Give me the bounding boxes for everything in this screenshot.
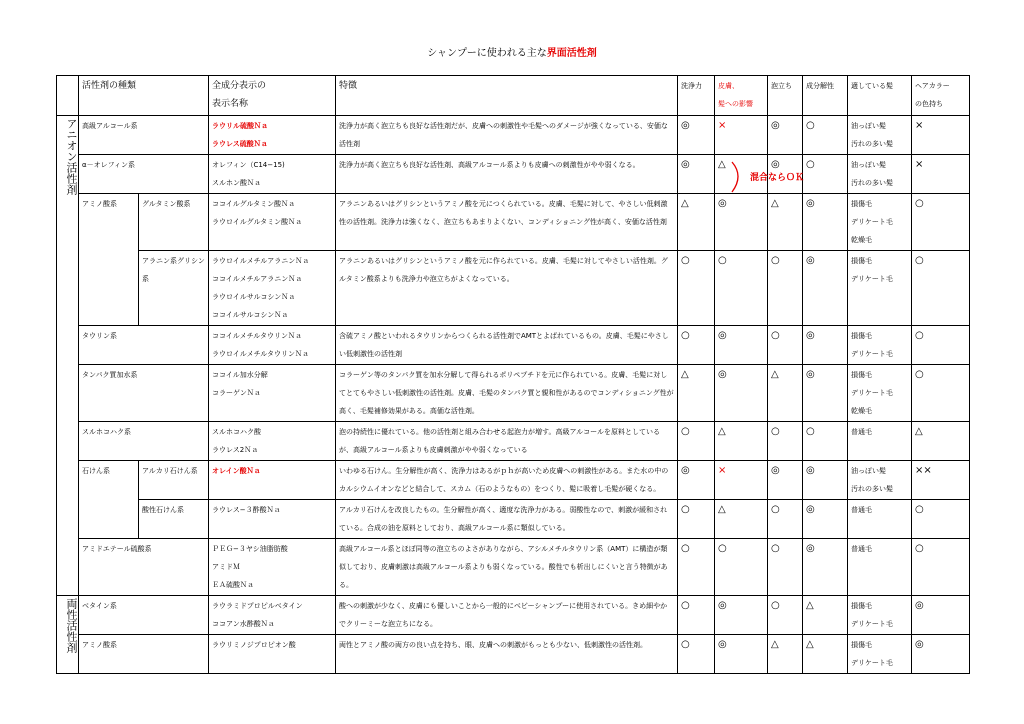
hair-type-item: 損傷毛	[851, 257, 873, 265]
table-row	[57, 116, 970, 155]
cleansing-rating: ◎	[678, 155, 715, 194]
feature-text: アラニンあるいはグリシンというアミノ酸を元に作られている。皮膚、毛髪に対してやさしい活性剤。グルタミン酸系よりも洗浄力や泡立ちがよくなっている。	[336, 251, 678, 326]
color-rating: △	[912, 422, 970, 461]
ingredient-name: コラーゲンＮａ	[212, 389, 261, 397]
skin-rating: ×	[715, 116, 768, 155]
group-label: 両性活性剤	[57, 596, 79, 674]
hair-type-item: デリケート毛	[851, 275, 893, 283]
cleansing-rating: ◎	[678, 461, 715, 500]
feature-text: アラニンあるいはグリシンというアミノ酸を元につくられている。皮膚、毛髪に対して、やさしい低刺激性の活性剤。洗浄力は強くなく、泡立ちもあまりよくない、コンディショニング性が高く、安価な活性剤	[336, 194, 678, 251]
hair-type-item: 普通毛	[851, 428, 873, 436]
ingredient-name: ラウリル硫酸Ｎａ	[212, 122, 269, 130]
color-rating: ◎	[912, 635, 970, 674]
foam-rating: ○	[768, 539, 803, 596]
feature-text: いわゆる石けん。生分解性が高く、洗浄力はあるがｐｈが高いため皮膚への刺激性がある。また水の中のカルシウムイオンなどと結合して、スカム（石のようなもの）をつくり、髪に吸着し毛髪が硬くなる。	[336, 461, 678, 500]
ingredient-name: ラウロイルサルコシンＮａ	[212, 293, 296, 301]
feature-text: 洗浄力が高く泡立ちも良好な活性剤、高級アルコール系よりも皮膚への刺激性がやや弱くなる。	[336, 155, 678, 194]
header-group	[57, 76, 79, 116]
type-cell: 石けん系	[79, 461, 139, 539]
color-rating: ○	[912, 194, 970, 251]
header-color: ヘアカラー の色持ち	[912, 76, 970, 116]
group-label: アニオン活性剤	[57, 116, 79, 596]
foam-rating: ○	[768, 500, 803, 539]
header-ingredient: 全成分表示の 表示名称	[209, 76, 336, 116]
hair-type-item: デリケート毛	[851, 659, 893, 667]
ingredient-name: ココイル加水分解	[212, 371, 268, 379]
table-row	[57, 155, 970, 194]
type-cell: アミドエテール硫酸系	[79, 539, 209, 596]
ingredient-name: ココイルメチルタウリンＮａ	[212, 332, 302, 340]
cleansing-rating: ○	[678, 539, 715, 596]
foam-rating: ○	[768, 422, 803, 461]
hair-type-item: 油っぽい髪	[851, 122, 887, 130]
ingredient-names	[209, 596, 336, 635]
hair-type	[848, 596, 912, 635]
header-type: 活性剤の種類	[79, 76, 209, 116]
ingredient-names	[209, 194, 336, 251]
hair-type	[848, 500, 912, 539]
color-rating: ××	[912, 461, 970, 500]
type-cell: ベタイン系	[79, 596, 209, 635]
ingredient-name: ココアン水酢酸Ｎａ	[212, 620, 275, 628]
ingredient-names	[209, 500, 336, 539]
hair-type	[848, 194, 912, 251]
hair-type-item: デリケート毛	[851, 620, 893, 628]
ingredient-name: ＥＡ硫酸Ｎａ	[212, 581, 255, 589]
color-rating: ○	[912, 251, 970, 326]
hair-type-item: 乾燥毛	[851, 236, 873, 244]
biodeg-rating: ○	[803, 155, 848, 194]
foam-rating: ○	[768, 251, 803, 326]
ingredient-name: ラウロイルグルタミン酸Ｎａ	[212, 218, 303, 226]
header-biodeg: 成分解性	[803, 76, 848, 116]
biodeg-rating: ◎	[803, 365, 848, 422]
color-rating: ◎	[912, 596, 970, 635]
cleansing-rating: ◎	[678, 116, 715, 155]
ingredient-names	[209, 422, 336, 461]
header-cleansing: 洗浄力	[678, 76, 715, 116]
table-row	[57, 365, 970, 422]
color-rating: ○	[912, 326, 970, 365]
feature-text: 泡の持続性に優れている。他の活性剤と組み合わせる起泡力が増す。高級アルコールを原料としているが、高級アルコール系よりも皮膚刺激がやや弱くなっている	[336, 422, 678, 461]
ingredient-name: ココイルグルタミン酸Ｎａ	[212, 200, 296, 208]
feature-text: 含硫アミノ酸といわれるタウリンからつくられる活性剤でAMTとよばれているもの。皮膚、毛髪にやさしい低刺激性の活性剤	[336, 326, 678, 365]
color-rating: ×	[912, 155, 970, 194]
hair-type-item: 油っぽい髪	[851, 161, 887, 169]
cleansing-rating: ○	[678, 635, 715, 674]
cleansing-rating: ○	[678, 422, 715, 461]
cleansing-rating: ○	[678, 500, 715, 539]
cleansing-rating: △	[678, 365, 715, 422]
table-row	[57, 539, 970, 596]
ingredient-names	[209, 326, 336, 365]
skin-rating: ◎	[715, 596, 768, 635]
hair-type-item: 汚れの多い髪	[851, 140, 894, 148]
hair-type	[848, 635, 912, 674]
hair-type-item: 損傷毛	[851, 371, 873, 379]
ingredient-name: オレイン酸Ｎａ	[212, 467, 261, 475]
skin-rating: △	[715, 155, 768, 194]
hair-type-item: デリケート毛	[851, 350, 893, 358]
color-rating: ○	[912, 365, 970, 422]
skin-rating: ◎	[715, 635, 768, 674]
biodeg-rating: △	[803, 596, 848, 635]
skin-rating: ×	[715, 461, 768, 500]
biodeg-rating: △	[803, 635, 848, 674]
cleansing-rating: ○	[678, 326, 715, 365]
ingredient-name: ラウレス硫酸Ｎａ	[212, 140, 268, 148]
hair-type	[848, 422, 912, 461]
ingredient-names	[209, 461, 336, 500]
title-main: シャンプーに使われる主な	[427, 48, 547, 59]
skin-rating: △	[715, 500, 768, 539]
type-cell: α－オレフィン系	[79, 155, 209, 194]
ingredient-name: ラウロイルメチルアラニンＮａ	[212, 257, 310, 265]
table-row	[57, 635, 970, 674]
title-highlight: 界面活性剤	[546, 48, 597, 59]
feature-text: アルカリ石けんを改良したもの。生分解性が高く、適度な洗浄力がある。弱酸性なので、刺激が緩和されている。合成の油を原料としており、高級アルコール系に類似している。	[336, 500, 678, 539]
header-skin: 皮膚、 髪への影響	[715, 76, 768, 116]
feature-text: 高級アルコール系とほぼ同等の泡立ちのよさがありながら、アシルメチルタウリン系（AMT）に構造が類似しており、皮膚刺激は高級アルコール系よりも弱くなっている。酸性でも析出しにくいと言う特徴がある。	[336, 539, 678, 596]
hair-type-item: 損傷毛	[851, 332, 873, 340]
hair-type	[848, 251, 912, 326]
ingredient-names	[209, 116, 336, 155]
hair-type	[848, 155, 912, 194]
skin-rating: △	[715, 422, 768, 461]
foam-rating: ◎	[768, 461, 803, 500]
feature-text: コラーゲン等のタンパク質を加水分解して得られるポリペプチドを元に作られている。皮膚、毛髪に対してとてもやさしい低刺激性の活性剤。皮膚、毛髪のタンパク質と親和性があるのでコンディショニング性が高く、毛髪補修効果がある。高価な活性剤。	[336, 365, 678, 422]
feature-text: 洗浄力が高く泡立ちも良好な活性剤だが、皮膚への刺激性や毛髪へのダメージが強くなっている、安価な活性剤	[336, 116, 678, 155]
ingredient-name: ラウレス2Ｎａ	[212, 446, 259, 454]
hair-type	[848, 539, 912, 596]
hair-type-item: デリケート毛	[851, 218, 893, 226]
ingredient-name: スルホン酸Ｎａ	[212, 179, 262, 187]
hair-type-item: 損傷毛	[851, 200, 873, 208]
feature-text: 酸への刺激が少なく、皮膚にも優しいことから一般的にベビーシャンプーに使用されている。きめ細やかでクリーミーな泡立ちになる。	[336, 596, 678, 635]
hair-type-item: 乾燥毛	[851, 407, 873, 415]
subtype-cell: アルカリ石けん系	[139, 461, 209, 500]
hair-type-item: 油っぽい髪	[851, 467, 887, 475]
cleansing-rating: △	[678, 194, 715, 251]
foam-rating: ○	[768, 326, 803, 365]
cleansing-rating: ○	[678, 596, 715, 635]
biodeg-rating: ◎	[803, 500, 848, 539]
ingredient-name: オレフィン（C14−15)	[212, 161, 285, 169]
ingredient-name: ＰＥＧ−３ヤシ油脂肪酸	[212, 545, 288, 553]
hair-type-item: 普通毛	[851, 545, 873, 553]
subtype-cell: アラニン系グリシン系	[139, 251, 209, 326]
color-rating: ○	[912, 500, 970, 539]
ingredient-name: ラウロイルメチルタウリンＮａ	[212, 350, 309, 358]
table-row	[57, 500, 970, 539]
ingredient-names	[209, 365, 336, 422]
table-row	[57, 596, 970, 635]
skin-rating: ○	[715, 251, 768, 326]
table-row	[57, 461, 970, 500]
foam-rating: △	[768, 635, 803, 674]
color-rating: ○	[912, 539, 970, 596]
header-feature: 特徴	[336, 76, 678, 116]
ingredient-name: ラウレス−３酢酸Ｎａ	[212, 506, 281, 514]
foam-rating: ○	[768, 596, 803, 635]
table-row	[57, 422, 970, 461]
hair-type-item: 普通毛	[851, 506, 873, 514]
header-hair: 適している髪	[848, 76, 912, 116]
biodeg-rating: ◎	[803, 194, 848, 251]
header-row	[57, 76, 970, 116]
ingredient-names	[209, 539, 336, 596]
ingredient-name: スルホコハク酸	[212, 428, 262, 436]
biodeg-rating: ◎	[803, 251, 848, 326]
table-row	[57, 194, 970, 251]
hair-type-item: 汚れの多い髪	[851, 179, 894, 187]
hair-type	[848, 326, 912, 365]
hair-type	[848, 116, 912, 155]
type-cell: アミノ酸系	[79, 635, 209, 674]
hair-type-item: 汚れの多い髪	[851, 485, 894, 493]
ingredient-name: ラウリミノジプロピオン酸	[212, 641, 296, 649]
surfactant-table	[56, 75, 970, 674]
foam-rating: △	[768, 365, 803, 422]
annotation-mix-ok: 混合ならＯＫ	[750, 173, 805, 183]
foam-rating: ◎	[768, 155, 803, 194]
ingredient-name: ラウラミドプロピルベタイン	[212, 602, 303, 610]
color-rating: ×	[912, 116, 970, 155]
ingredient-names	[209, 635, 336, 674]
ingredient-names	[209, 155, 336, 194]
subtype-cell: グルタミン酸系	[139, 194, 209, 251]
skin-rating: ◎	[715, 365, 768, 422]
header-foam: 泡立ち	[768, 76, 803, 116]
skin-rating: ◎	[715, 194, 768, 251]
feature-text: 両性とアミノ酸の両方の良い点を持ち、眼、皮膚への刺激がもっとも少ない、低刺激性の活性剤。	[336, 635, 678, 674]
hair-type	[848, 365, 912, 422]
biodeg-rating: ○	[803, 116, 848, 155]
biodeg-rating: ○	[803, 422, 848, 461]
table-row	[57, 326, 970, 365]
ingredient-name: ココイルサルコシンＮａ	[212, 311, 289, 319]
cleansing-rating: ○	[678, 251, 715, 326]
biodeg-rating: ◎	[803, 326, 848, 365]
hair-type	[848, 461, 912, 500]
type-cell: アミノ酸系	[79, 194, 139, 326]
skin-rating: ◎	[715, 326, 768, 365]
biodeg-rating: ◎	[803, 539, 848, 596]
foam-rating: ◎	[768, 116, 803, 155]
subtype-cell: 酸性石けん系	[139, 500, 209, 539]
ingredient-name: ココイルメチルアラニンＮａ	[212, 275, 303, 283]
foam-rating: △	[768, 194, 803, 251]
type-cell: スルホコハク系	[79, 422, 209, 461]
type-cell: タンパク質加水系	[79, 365, 209, 422]
biodeg-rating: ◎	[803, 461, 848, 500]
ingredient-name: アミドＭ	[212, 563, 241, 571]
annotation-bracket-icon	[730, 160, 750, 194]
page-title	[0, 44, 1024, 59]
skin-rating: ○	[715, 539, 768, 596]
hair-type-item: 損傷毛	[851, 641, 873, 649]
ingredient-names	[209, 251, 336, 326]
type-cell: タウリン系	[79, 326, 209, 365]
hair-type-item: デリケート毛	[851, 389, 893, 397]
type-cell: 高級アルコール系	[79, 116, 209, 155]
table-row	[57, 251, 970, 326]
hair-type-item: 損傷毛	[851, 602, 873, 610]
